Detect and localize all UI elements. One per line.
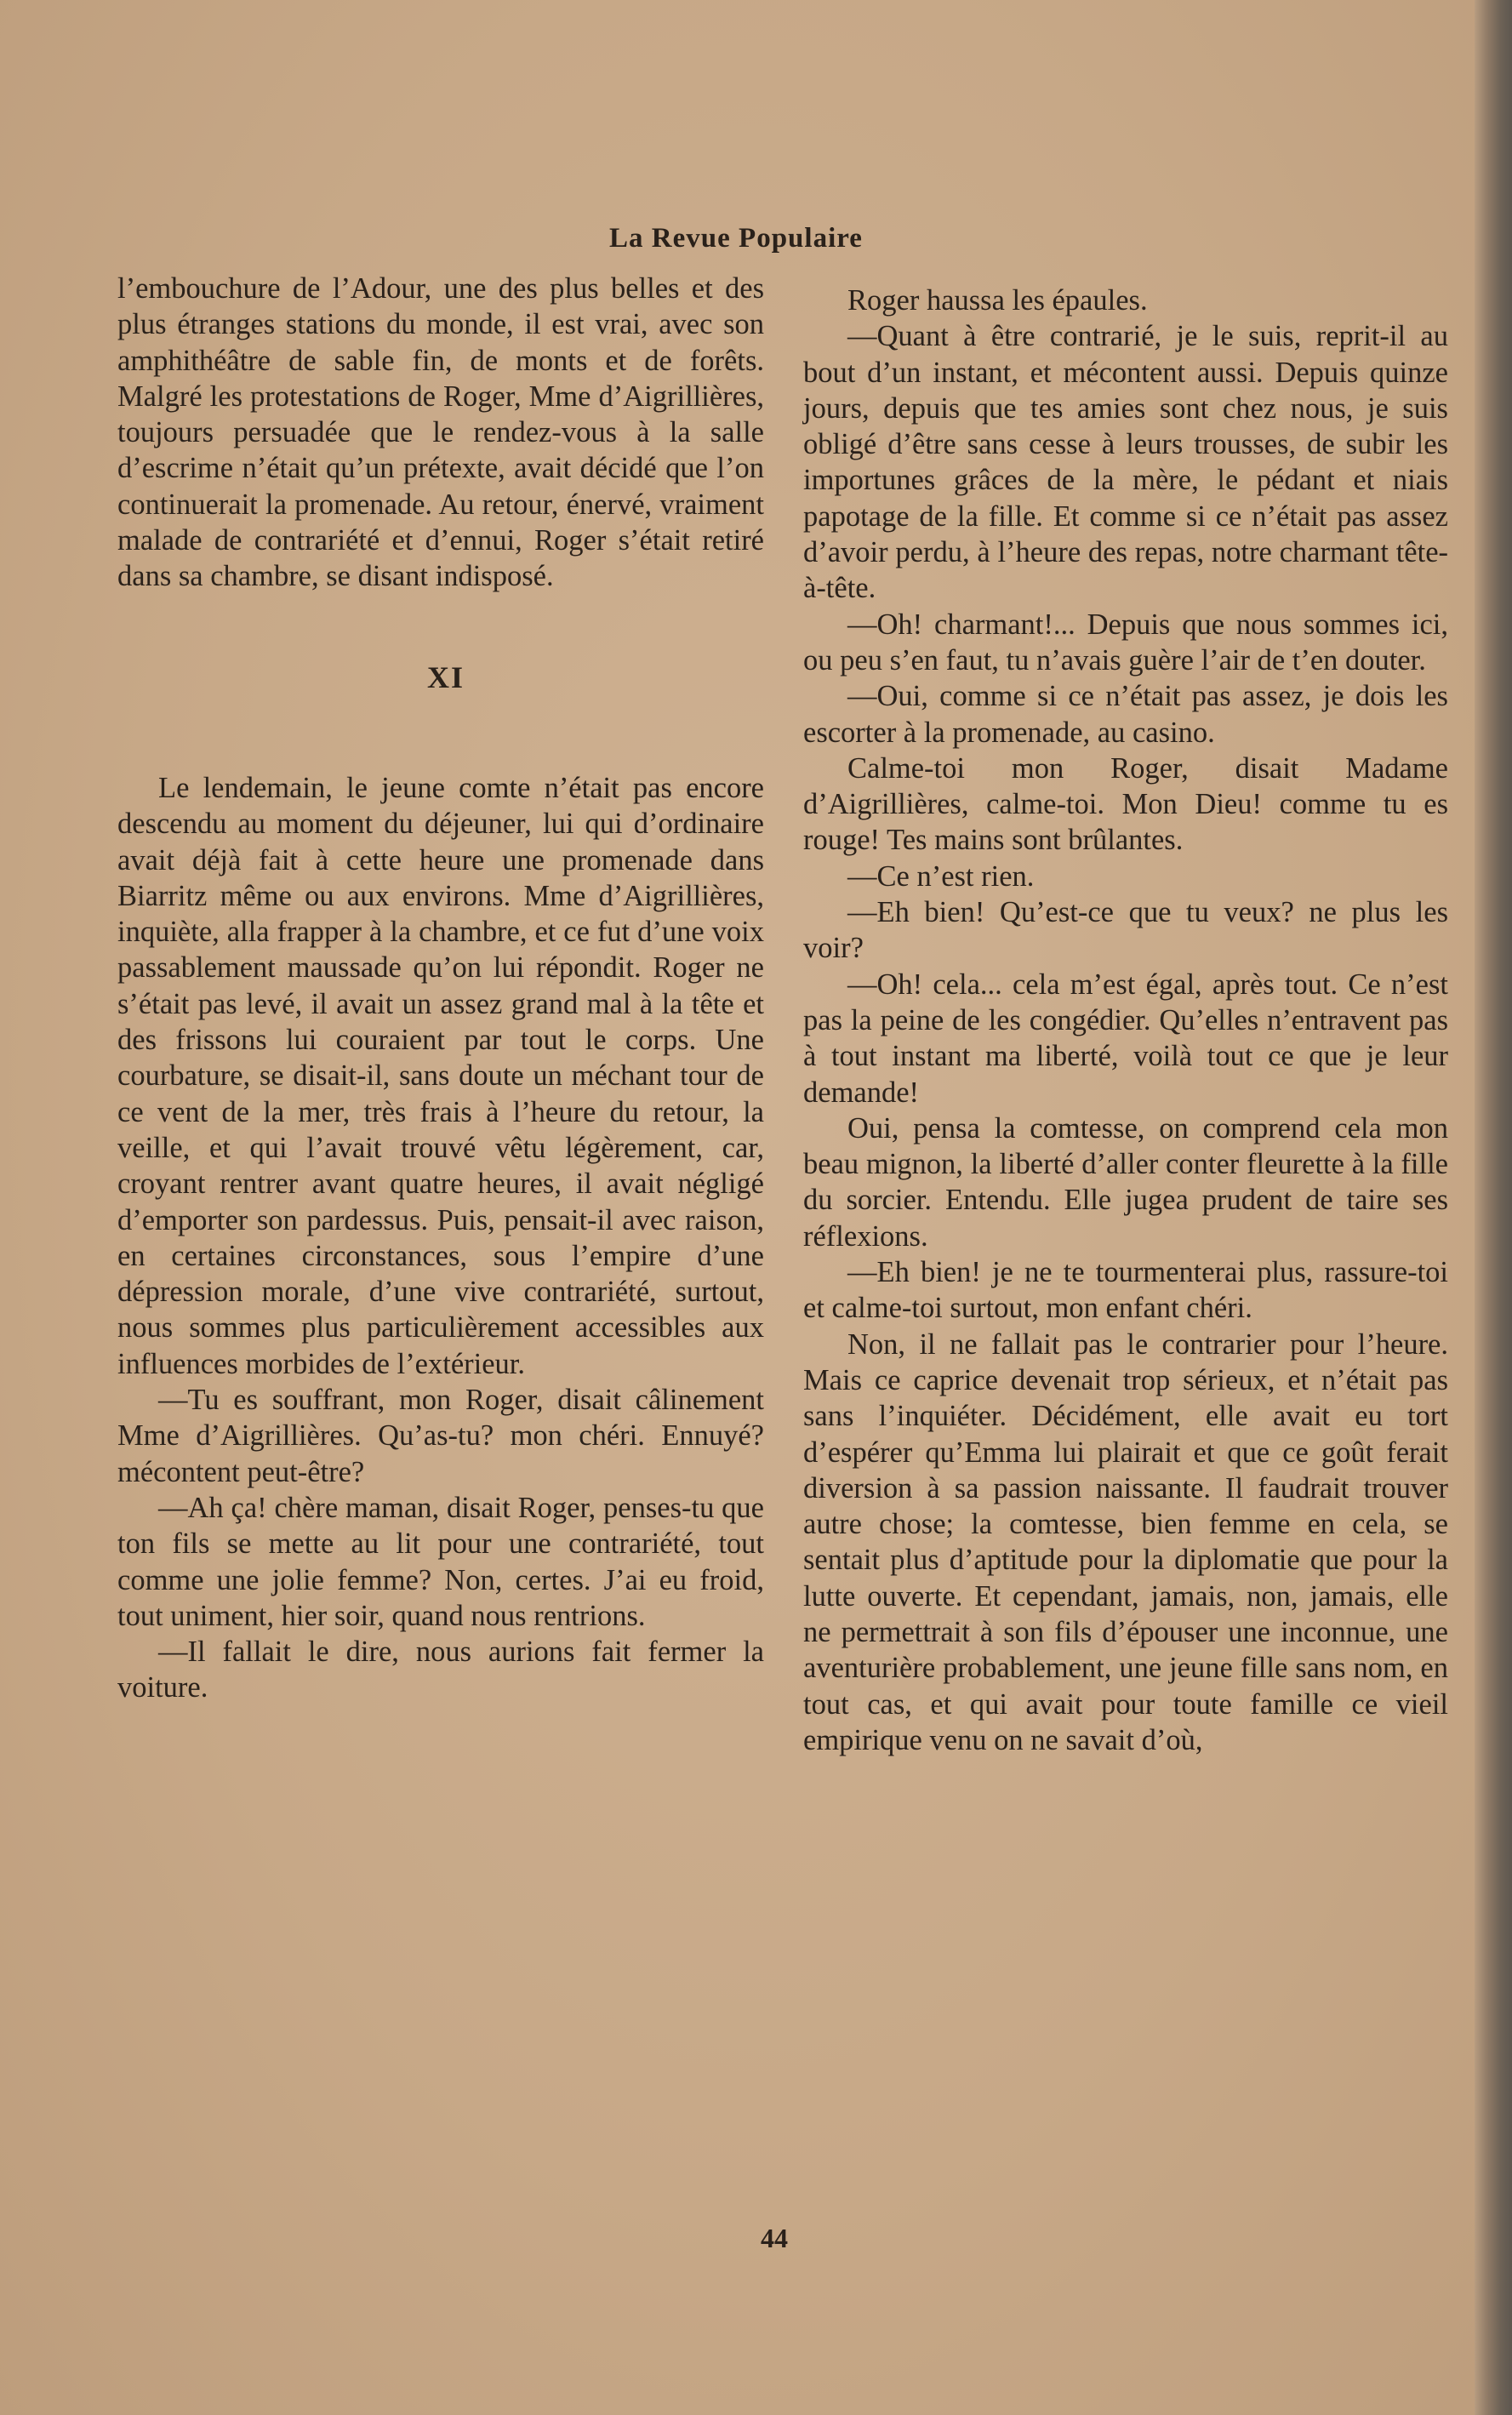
- paragraph: —Ce n’est rien.: [847, 859, 1035, 893]
- page-edge-shadow: [1475, 0, 1512, 2415]
- paragraph: —Eh bien! je ne te tourmenterai plus, rassure-toi et calme-toi surtout, mon enfant chéri.: [803, 1256, 1448, 1325]
- left-column: [117, 271, 764, 1706]
- right-column: [803, 283, 1448, 1758]
- running-title: La Revue Populaire: [609, 223, 863, 254]
- paragraph: Oui, pensa la comtesse, on comprend cela mon beau mignon, la liberté d’aller conter fleurette à la fille du sorcier. Entendu. Elle jugea prudent de taire ses réflexions.: [803, 1111, 1448, 1253]
- paragraph: Roger haussa les épaules.: [847, 284, 1148, 317]
- paragraph: —Ah ça! chère maman, disait Roger, penses-tu que ton fils se mette au lit pour une contrariété, tout comme une jolie femme? Non, certes. J’ai eu froid, tout uniment, hier soir, quand nous rentrions.: [117, 1491, 764, 1632]
- paragraph: —Eh bien! Qu’est-ce que tu veux? ne plus les voir?: [803, 896, 1448, 965]
- paragraph: —Tu es souffrant, mon Roger, disait câlinement Mme d’Aigrillières. Qu’as-tu? mon chéri. Ennuyé? mécontent peut-être?: [117, 1384, 764, 1488]
- paragraph: Non, il ne fallait pas le contrarier pour l’heure. Mais ce caprice devenait trop sérieux, et n’était pas sans l’inquiéter. Décidément, elle avait eu tort d’espérer qu’Emma lui plairait et que ce goût ferait diversion à sa passion naissante. Il faudrait trouver autre chose; la comtesse, bien femme en cela, se sentait plus d’aptitude pour la diplomatie que pour la lutte ouverte. Et cependant, jamais, non, jamais, elle ne permettrait à son fils d’épouser une inconnue, une aventurière probablement, une jeune fille sans nom, en tout cas, et qui avait pour toute famille ce vieil empirique venu on ne savait d’où,: [803, 1327, 1448, 1756]
- paragraph: —Quant à être contrarié, je le suis, reprit-il au bout d’un instant, et mécontent aussi. Depuis quinze jours, depuis que tes amies sont chez nous, je suis obligé d’être sans cesse à leurs trousses, de subir les importunes grâces de la mère, le pédant et niais papotage de la fille. Et comme si ce n’était pas assez d’avoir perdu, à l’heure des repas, notre charmant tête-à-tête.: [803, 320, 1448, 605]
- chapter-heading: XI: [426, 659, 465, 694]
- paragraph: Le lendemain, le jeune comte n’était pas encore descendu au moment du déjeuner, lui qui d’ordinaire avait déjà fait à cette heure une promenade dans Biarritz même ou aux environs. Mme d’Aigrillières, inquiète, alla frapper à la chambre, et ce fut d’une voix passablement maussade qu’on lui répondit. Roger ne s’était pas levé, il avait un assez grand mal à la tête et des frissons lui couraient par tout le corps. Une courbature, se disait-il, sans doute un méchant tour de ce vent de la mer, très frais à l’heure du retour, la veille, et qui l’avait trouvé vêtu légèrement, car, croyant rentrer avant quatre heures, il avait négligé d’emporter son pardessus. Puis, pensait-il avec raison, en certaines circonstances, sous l’empire d’une dépression morale, d’une vive contrariété, surtout, nous sommes plus particulièrement accessibles aux influences morbides de l’extérieur.: [117, 771, 764, 1380]
- paragraph: Calme-toi mon Roger, disait Madame d’Aigrillières, calme-toi. Mon Dieu! comme tu es rouge! Tes mains sont brûlantes.: [803, 751, 1448, 857]
- paragraph: —Oh! cela... cela m’est égal, après tout. Ce n’est pas la peine de les congédier. Qu’elles n’entravent pas à tout instant ma liberté, voilà tout ce que je leur demande!: [803, 968, 1448, 1109]
- paragraph: l’embouchure de l’Adour, une des plus belles et des plus étranges stations du monde, il est vrai, avec son amphithéâtre de sable fin, de monts et de forêts. Malgré les protestations de Roger, Mme d’Aigrillières, toujours persuadée que le rendez-vous à la salle d’escrime n’était qu’un prétexte, avait décidé que l’on continuerait la promenade. Au retour, énervé, vraiment malade de contrariété et d’ennui, Roger s’était retiré dans sa chambre, se disant indisposé.: [117, 272, 764, 593]
- paragraph: —Il fallait le dire, nous aurions fait fermer la voiture.: [117, 1636, 764, 1704]
- paragraph: —Oui, comme si ce n’était pas assez, je dois les escorter à la promenade, au casino.: [803, 680, 1448, 749]
- page-number: 44: [761, 2223, 788, 2253]
- paragraph: —Oh! charmant!... Depuis que nous sommes ici, ou peu s’en faut, tu n’avais guère l’air de t’en douter.: [803, 608, 1448, 677]
